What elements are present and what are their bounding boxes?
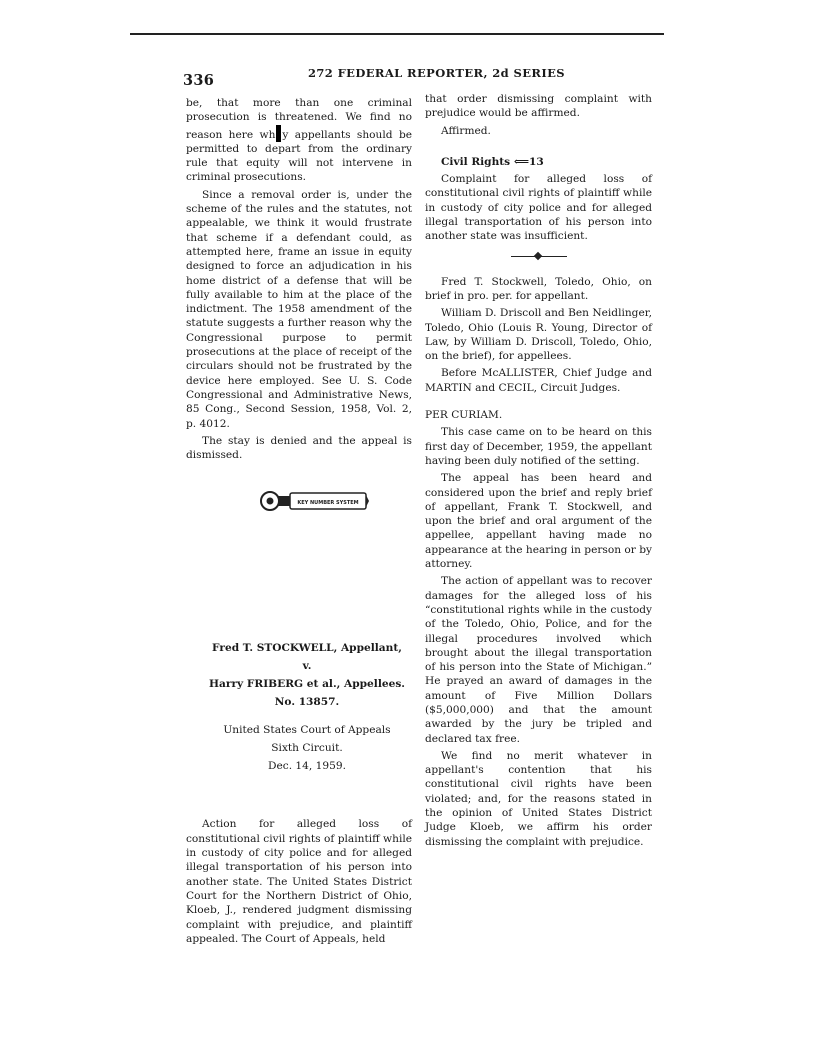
spacer bbox=[425, 398, 652, 408]
caption-appellees: Harry FRIBERG et al., Appellees. bbox=[209, 678, 405, 691]
top-rule bbox=[130, 33, 664, 35]
left-column bbox=[186, 96, 412, 949]
logo-text: KEY NUMBER SYSTEM bbox=[297, 500, 359, 506]
page-header bbox=[183, 66, 663, 88]
scan-artifact bbox=[276, 125, 281, 142]
left-para-1-b: s threatened. We find no reason here wh bbox=[186, 111, 412, 141]
left-para-1 bbox=[186, 96, 412, 185]
syllabus-continued: that order dismissing complaint with prejudice would be affirmed. bbox=[425, 93, 652, 120]
court-name: United States Court of Appeals bbox=[223, 724, 391, 737]
spacer bbox=[186, 777, 412, 817]
opinion-para-3: The action of appellant was to recover damages for the alleged loss of his “constitutional rights while in the custody of the Toledo, Ohio, Police, and for the illegal procedures involved which brought about the illegal transportation of his person into the State of Michigan.” He prayed an award of damages in the amount of Five Million Dollars ($5,000,000) and that the amount awarded by the jury be tripled and declared tax free. bbox=[425, 575, 652, 745]
left-para-3: The stay is denied and the appeal is dismissed. bbox=[186, 434, 412, 462]
syllabus: Action for alleged loss of constitutional civil rights of plaintiff while in custody of city police and for alleged illegal transportation of his person into another state. The United States District Court for the Northern District of Ohio, Kloeb, J., rendered judgment dismissing complaint with prejudice, and plaintiff appealed. The Court of Appeals, held bbox=[186, 818, 412, 945]
left-para-1-d: rt from the ordinary rule that equity will not intervene in criminal prosecutions. bbox=[186, 142, 412, 184]
left-para-1-c: y appellants should be permitted to depa bbox=[186, 128, 412, 155]
caption-appellant: Fred T. STOCKWELL, Appellant, bbox=[212, 642, 402, 655]
section-separator bbox=[511, 256, 567, 257]
keynote-body: Complaint for alleged loss of constitutional civil rights of plaintiff while in custody of city police and for alleged illegal transportation of his person into another state was insufficient. bbox=[425, 173, 652, 243]
opinion-para-4: We find no merit whatever in appellant's contention that his constitutional civil rights have been violated; and, for the reasons stated in the opinion of United States District Judge Kloeb, we affirm his order dismissing the complaint with prejudice. bbox=[425, 749, 652, 848]
caption-docket: No. 13857. bbox=[274, 696, 340, 709]
opinion-para-1: This case came on to be heard on this first day of December, 1959, the appellant having been duly notified of the setting. bbox=[425, 426, 652, 467]
left-para-1-a: be, that more than one criminal prosecution i bbox=[186, 97, 412, 124]
keynote-heading: Civil Rights ⟸13 bbox=[441, 155, 544, 168]
court-date: Dec. 14, 1959. bbox=[268, 760, 346, 773]
right-column bbox=[425, 92, 652, 852]
counsel-appellees: William D. Driscoll and Ben Neidlinger, Toledo, Ohio (Louis R. Young, Director of Law, by William D. Driscoll, Toledo, Ohio, on the brief), for appellees. bbox=[425, 307, 652, 363]
spacer bbox=[425, 141, 652, 155]
key-number-logo bbox=[258, 487, 370, 515]
spacer bbox=[186, 713, 412, 723]
counsel-appellant: Fred T. Stockwell, Toledo, Ohio, on brief in pro. per. for appellant. bbox=[425, 275, 652, 302]
opinion-para-2: The appeal has been heard and considered upon the brief and reply brief of appellant, Frank T. Stockwell, and upon the brief and oral argument of the appellee, appellant having made no appearance at the hearing in person or by attorney. bbox=[425, 472, 653, 571]
bench: Before McALLISTER, Chief Judge and MARTIN and CECIL, Circuit Judges. bbox=[425, 367, 652, 394]
court-circuit: Sixth Circuit. bbox=[271, 742, 343, 755]
per-curiam: PER CURIAM. bbox=[425, 409, 503, 422]
disposition: Affirmed. bbox=[441, 124, 491, 137]
left-para-2: Since a removal order is, under the scheme of the rules and the statutes, not appealable, we think it would frustrate that scheme if a defendant could, as attempted here, frame an issue in equity designed to force an adjudication in his home district of a defense that will be fully available to him at the place of the indictment. The 1958 amendment of the statute suggests a further reason why the Congressional purpose to permit prosecutions at the place of receipt of the circulars should not be frustrated by the device here employed. See U. S. Code Congressional and Administrative News, 85 Cong., Second Session, 1958, Vol. 2, p. 4012. bbox=[186, 188, 412, 430]
caption-v: v. bbox=[302, 660, 312, 673]
page-number: 336 bbox=[183, 72, 215, 89]
running-head: 272 FEDERAL REPORTER, 2d SERIES bbox=[308, 66, 565, 80]
